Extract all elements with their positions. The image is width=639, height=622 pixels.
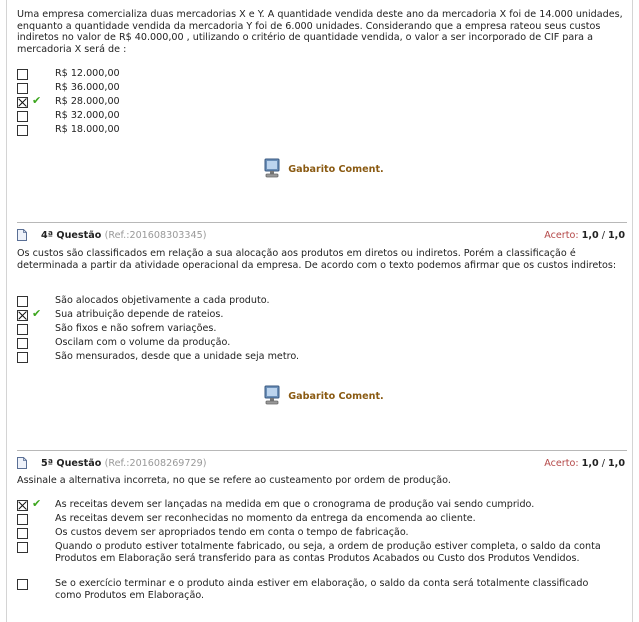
option-row[interactable]: [17, 337, 629, 351]
option-label: Os custos devem ser apropriados tendo em conta o tempo de fabricação.: [55, 527, 409, 538]
option-label: As receitas devem ser reconhecidas no momento da entrega da encomenda ao cliente.: [55, 513, 476, 524]
option-label: R$ 18.000,00: [55, 124, 120, 135]
option-row[interactable]: [17, 527, 629, 541]
score-value: 1,0: [581, 458, 599, 469]
option-label: R$ 28.000,00: [55, 96, 120, 107]
check-icon: ✔: [32, 497, 42, 510]
option-checkbox[interactable]: [17, 579, 28, 590]
option-row[interactable]: [17, 309, 629, 323]
question-statement: Os custos são classificados em relação a sua alocação aos produtos em diretos ou indiretos. Porém a classificação é determinada a partir da atividade operacional da empresa. De acordo com o texto podemos afirmar que os custos indiretos:: [17, 248, 617, 271]
question-header: [17, 456, 629, 472]
option-row[interactable]: [17, 96, 629, 110]
option-label: São fixos e não sofrem variações.: [55, 323, 217, 334]
gabarito-label: Gabarito Coment.: [288, 163, 384, 175]
monitor-icon: [262, 385, 282, 407]
option-row[interactable]: [17, 124, 629, 138]
option-label: São alocados objetivamente a cada produto.: [55, 295, 270, 306]
option-label: Oscilam com o volume da produção.: [55, 337, 231, 348]
option-label: São mensurados, desde que a unidade seja metro.: [55, 351, 300, 362]
option-checkbox[interactable]: [17, 500, 28, 511]
option-label: R$ 32.000,00: [55, 110, 120, 121]
option-row[interactable]: [17, 578, 629, 604]
option-checkbox[interactable]: [17, 324, 28, 335]
option-checkbox[interactable]: [17, 514, 28, 525]
q4-options: [17, 295, 629, 365]
score-slash: /: [601, 230, 605, 241]
option-checkbox[interactable]: [17, 542, 28, 553]
option-checkbox[interactable]: [17, 296, 28, 307]
q3-options: [17, 68, 629, 138]
question-number: 5ª Questão: [41, 458, 102, 469]
option-checkbox[interactable]: [17, 528, 28, 539]
monitor-icon: [262, 158, 282, 180]
question-number: 4ª Questão: [41, 230, 102, 241]
option-label: R$ 12.000,00: [55, 68, 120, 79]
option-row[interactable]: [17, 110, 629, 124]
option-checkbox[interactable]: [17, 97, 28, 108]
question-separator: [17, 222, 627, 223]
option-row[interactable]: [17, 513, 629, 527]
gabarito-link[interactable]: [17, 385, 629, 410]
option-checkbox[interactable]: [17, 83, 28, 94]
score-display: [544, 458, 625, 469]
question-4: [17, 248, 629, 271]
option-checkbox[interactable]: [17, 310, 28, 321]
question-statement: Assinale a alternativa incorreta, no que se refere ao custeamento por ordem de produção.: [17, 475, 451, 486]
question-title: [41, 230, 206, 241]
option-row[interactable]: [17, 323, 629, 337]
score-value: 1,0: [581, 230, 599, 241]
option-checkbox[interactable]: [17, 111, 28, 122]
question-statement: Uma empresa comercializa duas mercadorias X e Y. A quantidade vendida deste ano da mercadoria X foi de 14.000 unidades, enquanto a quantidade vendida da mercadoria Y foi de 6.000 unidades. Considerando que a empresa rateou seus custos indiretos no valor de R$ 40.000,00 , utilizando o critério de quantidade vendida, o valor a ser incorporado de CIF para a mercadoria X será de :: [17, 9, 623, 55]
option-row[interactable]: [17, 82, 629, 96]
option-checkbox[interactable]: [17, 338, 28, 349]
question-separator: [17, 450, 627, 451]
acerto-label: Acerto:: [544, 230, 579, 241]
gabarito-label: Gabarito Coment.: [288, 390, 384, 402]
gabarito-link[interactable]: [17, 158, 629, 183]
option-label: R$ 36.000,00: [55, 82, 120, 93]
option-row[interactable]: [17, 351, 629, 365]
score-slash: /: [601, 458, 605, 469]
q5-options: [17, 499, 629, 604]
option-checkbox[interactable]: [17, 69, 28, 80]
option-row[interactable]: [17, 295, 629, 309]
acerto-label: Acerto:: [544, 458, 579, 469]
option-checkbox[interactable]: [17, 352, 28, 363]
question-ref: (Ref.:201608269729): [104, 458, 207, 469]
option-checkbox[interactable]: [17, 125, 28, 136]
check-icon: ✔: [32, 307, 42, 320]
option-label: As receitas devem ser lançadas na medida em que o cronograma de produção vai sendo cumprido.: [55, 499, 535, 510]
question-title: [41, 458, 206, 469]
check-icon: ✔: [32, 94, 42, 107]
document-icon: [17, 229, 27, 241]
option-label: Sua atribuição depende de rateios.: [55, 309, 224, 320]
option-label: Quando o produto estiver totalmente fabricado, ou seja, a ordem de produção estiver completa, o saldo da conta Produtos em Elaboração será transferido para as contas Produtos Acabados ou Custo dos Produtos Vendidos.: [55, 541, 601, 564]
question-ref: (Ref.:201608303345): [104, 230, 207, 241]
score-total: 1,0: [608, 458, 625, 469]
option-label: Se o exercício terminar e o produto ainda estiver em elaboração, o saldo da conta será totalmente classificado como Produtos em Elaboração.: [55, 578, 589, 601]
question-header: [17, 228, 629, 244]
score-display: [544, 230, 625, 241]
option-row[interactable]: [17, 68, 629, 82]
question-3: [17, 9, 629, 55]
option-row[interactable]: [17, 541, 629, 578]
question-5: [17, 475, 629, 487]
score-total: 1,0: [608, 230, 625, 241]
option-row[interactable]: [17, 499, 629, 513]
document-icon: [17, 457, 27, 469]
